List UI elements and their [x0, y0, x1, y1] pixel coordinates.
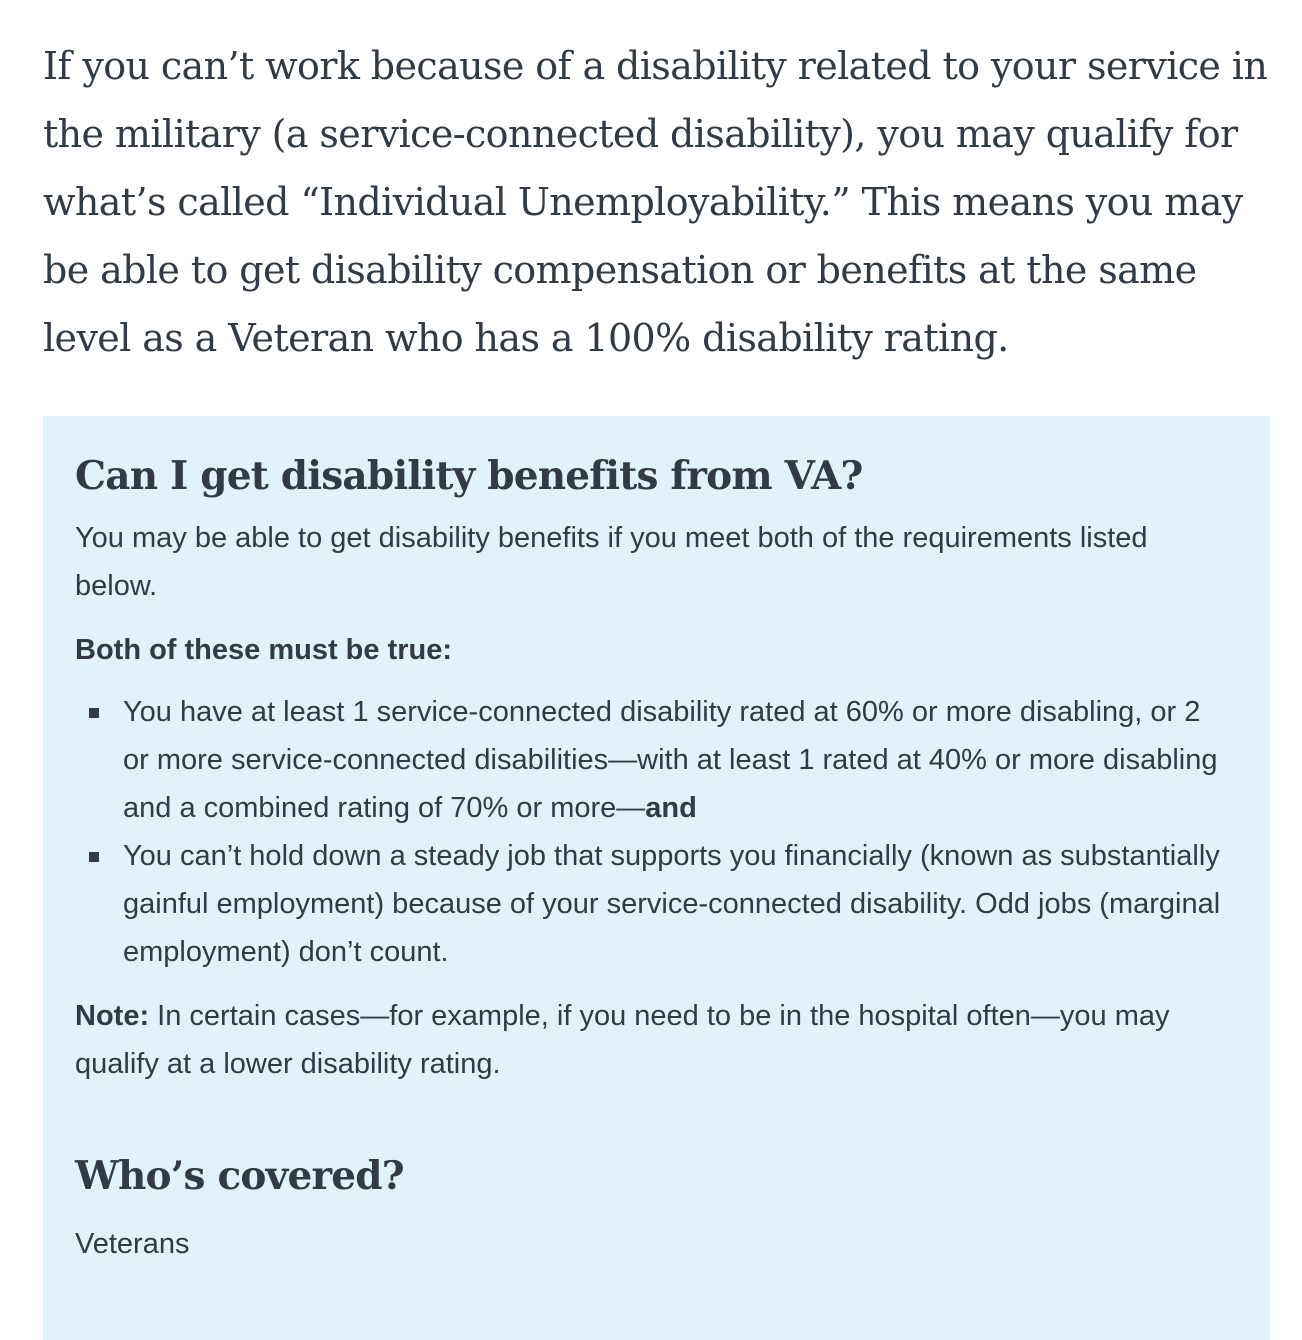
coverage-heading: Who’s covered?: [75, 1153, 404, 1199]
list-item: [75, 832, 1234, 976]
requirement-text: You can’t hold down a steady job that supports you financially (known as substantially gainful employment) because of your service-connected disability. Odd jobs (marginal employment) don’t count.: [123, 840, 1221, 968]
square-bullet-icon: [89, 852, 99, 862]
requirements-list: [75, 688, 1234, 976]
square-bullet-icon: [89, 708, 99, 718]
note-label: Note:: [75, 1000, 150, 1032]
note-text: In certain cases—for example, if you need to be in the hospital often—you may qualify at a lower disability rating.: [75, 1000, 1170, 1080]
list-item: [75, 688, 1234, 832]
intro-paragraph: If you can’t work because of a disability related to your service in the military (a service-connected disability), you may qualify for what’s called “Individual Unemployability.” This means you may be able to get disability compensation or benefits at the same level as a Veteran who has a 100% disability rating.: [43, 44, 1268, 360]
eligibility-lead: You may be able to get disability benefits if you meet both of the requirements listed below.: [75, 522, 1148, 602]
coverage-value: Veterans: [75, 1228, 190, 1260]
requirement-emphasis: and: [645, 792, 697, 824]
eligibility-heading: Can I get disability benefits from VA?: [75, 453, 863, 499]
note-paragraph: [75, 992, 1234, 1088]
requirement-text: You have at least 1 service-connected disability rated at 60% or more disabling, or 2 or more service-connected disabilities—with at least 1 rated at 40% or more disabling and a combined rating of 70% or more—: [123, 696, 1218, 824]
requirements-label: Both of these must be true:: [75, 634, 453, 666]
eligibility-panel: [43, 416, 1270, 1340]
